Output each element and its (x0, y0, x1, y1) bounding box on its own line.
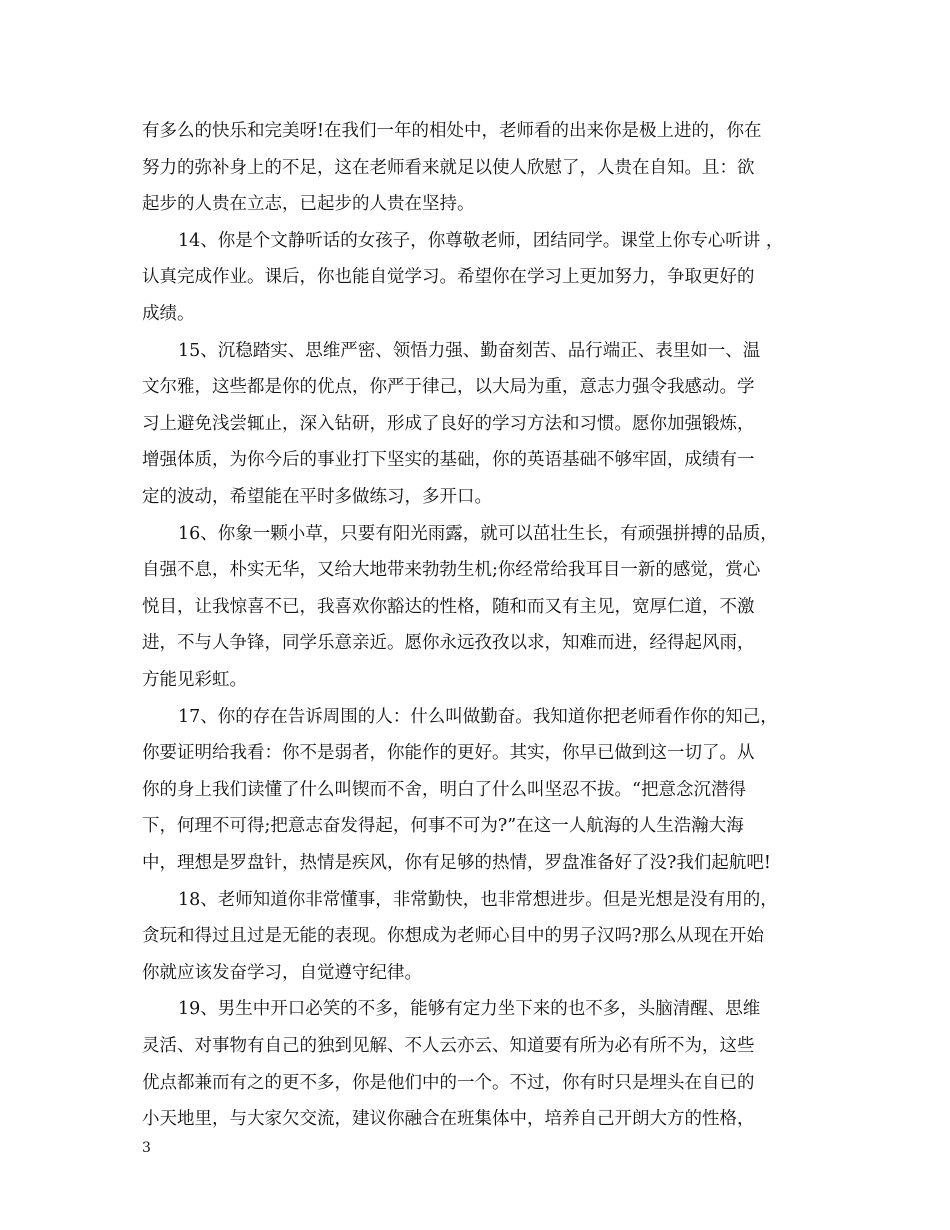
text-line: 成绩。 (142, 304, 195, 324)
text-line: 你就应该发奋学习，自觉遵守纪律。 (142, 962, 422, 983)
text-line: 小天地里，与大家欠交流，建议你融合在班集体中，培养自己开朗大方的性格， (142, 1109, 755, 1130)
text-line: 定的波动，希望能在平时多做练习，多开口。 (142, 487, 492, 507)
text-line: 优点都兼而有之的更不多，你是他们中的一个。不过，你有时只是埋头在自已的 (142, 1072, 755, 1093)
text-line: 努力的弥补身上的不足，这在老师看来就足以使人欣慰了，人贵在自知。且：欲 (142, 157, 755, 178)
text-line: 起步的人贵在立志，已起步的人贵在坚持。 (142, 194, 475, 215)
text-line: 增强体质，为你今后的事业打下坚实的基础，你的英语基础不够牢固，成绩有一 (142, 450, 755, 471)
text-line: 进，不与人争锋，同学乐意亲近。愿你永远孜孜以求，知难而进，经得起风雨， (142, 633, 755, 654)
text-line: 习上避免浅尝辄止，深入钻研，形成了良好的学习方法和习惯。愿你加强锻炼， (142, 413, 755, 434)
paragraph-first-line: 18、老师知道你非常懂事，非常勤快，也非常想进步。但是光想是没有用的， (178, 889, 778, 910)
text-line: 你要证明给我看：你不是弱者，你能作的更好。其实，你早已做到这一切了。从 (142, 743, 755, 764)
text-line: 有多么的快乐和完美呀!在我们一年的相处中，老师看的出来你是极上进的，你在 (142, 121, 762, 141)
text-line: 认真完成作业。课后，你也能自觉学习。希望你在学习上更加努力，争取更好的 (142, 267, 755, 288)
text-line: 悦目，让我惊喜不已，我喜欢你豁达的性格，随和而又有主见，宽厚仁道，不激 (142, 596, 755, 617)
paragraph-first-line: 14、你是个文静听话的女孩子，你尊敬老师，团结同学。课堂上你专心听讲 ， (178, 230, 784, 251)
text-line: 自强不息，朴实无华，又给大地带来勃勃生机;你经常给我耳目一新的感觉，赏心 (142, 560, 761, 581)
page-number: 3 (142, 1140, 151, 1156)
text-line: 贪玩和得过且过是无能的表现。你想成为老师心目中的男子汉吗?那么从现在开始 (142, 926, 764, 947)
text-line: 中，理想是罗盘针，热情是疾风，你有足够的热情，罗盘准备好了没?我们起航吧! (142, 853, 771, 873)
text-line: 文尔雅，这些都是你的优点，你严于律己，以大局为重，意志力强令我感动。学 (142, 377, 755, 398)
text-line: 下，何理不可得;把意志奋发得起，何事不可为?”在这一人航海的人生浩瀚大海 (142, 816, 744, 837)
paragraph-first-line: 15、沉稳踏实、思维严密、领悟力强、勤奋刻苦、品行端正、表里如一、温 (178, 340, 761, 361)
text-line: 你的身上我们读懂了什么叫锲而不舍，明白了什么叫坚忍不拔。“把意念沉潜得 (142, 779, 746, 800)
paragraph-first-line: 17、你的存在告诉周围的人：什么叫做勤奋。我知道你把老师看作你的知己， (178, 706, 778, 727)
paragraph-first-line: 16、你象一颗小草，只要有阳光雨露，就可以茁壮生长，有顽强拼搏的品质， (178, 523, 778, 544)
text-line: 方能见彩虹。 (142, 670, 247, 690)
paragraph-first-line: 19、男生中开口必笑的不多，能够有定力坐下来的也不多，头脑清醒、思维 (178, 999, 761, 1020)
text-line: 灵活、对事物有自己的独到见解、不人云亦云、知道要有所为必有所不为，这些 (142, 1036, 755, 1056)
